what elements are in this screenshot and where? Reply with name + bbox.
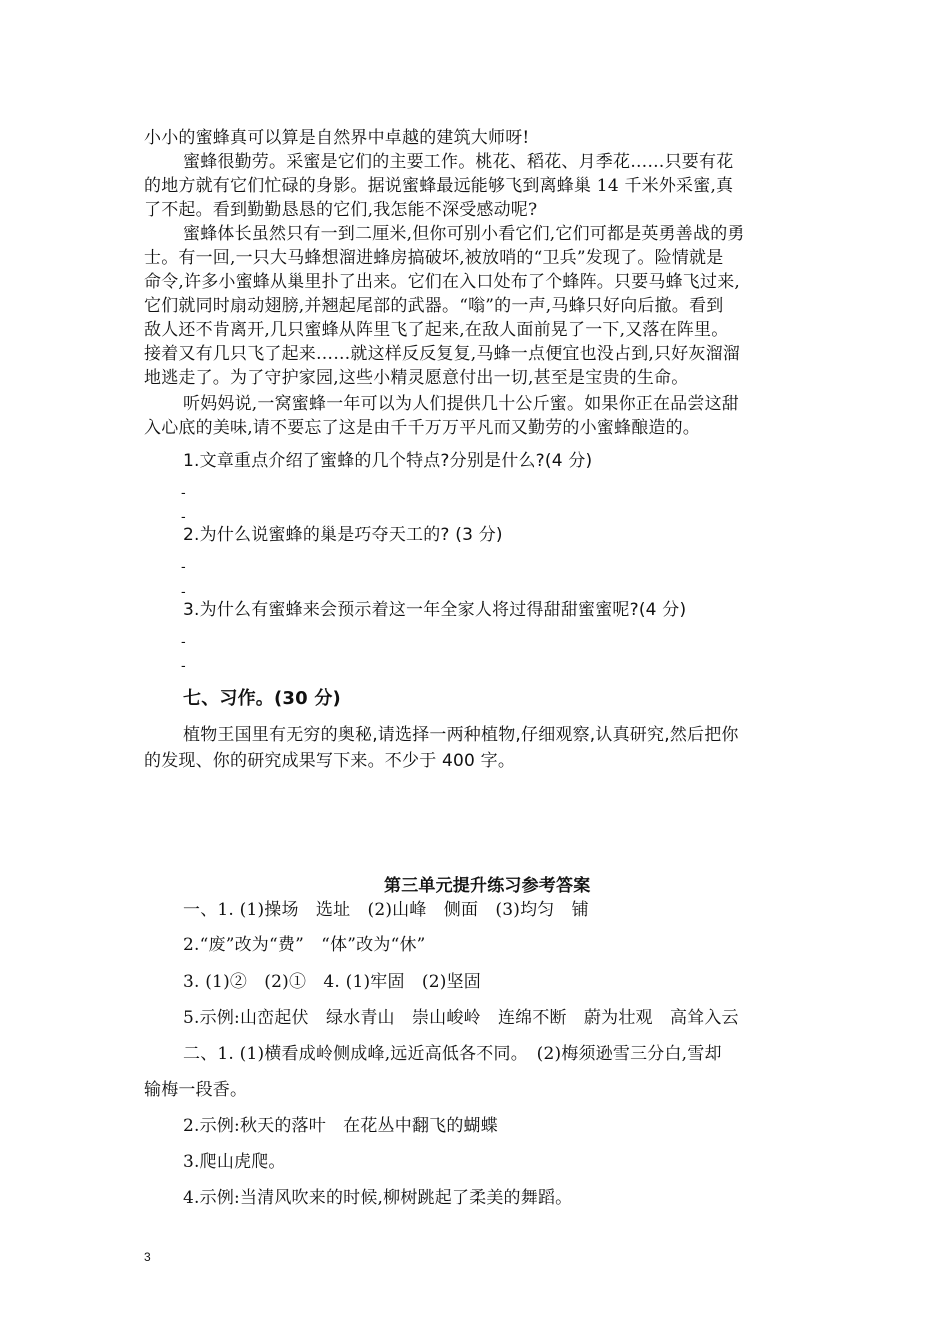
- answer-blank[interactable]: -: [181, 558, 186, 574]
- page-number: 3: [144, 1250, 151, 1264]
- answer-blank[interactable]: -: [181, 484, 186, 500]
- question-2: 2.为什么说蜜蜂的巢是巧夺天工的? (3 分): [183, 525, 503, 545]
- passage-line: 了不起。看到勤勤恳恳的它们,我怎能不深受感动呢?: [144, 200, 538, 220]
- passage-line: 士。有一回,一只大马蜂想溜进蜂房搞破坏,被放哨的“卫兵”发现了。险情就是: [144, 248, 724, 268]
- passage-line: 听妈妈说,一窝蜜蜂一年可以为人们提供几十公斤蜜。如果你正在品尝这甜: [183, 394, 740, 414]
- passage-line: 命令,许多小蜜蜂从巢里扑了出来。它们在入口处布了个蜂阵。只要马蜂飞过来,: [144, 272, 741, 292]
- answer-line: 5.示例:山峦起伏 绿水青山 崇山峻岭 连绵不断 蔚为壮观 高耸入云: [183, 1008, 739, 1028]
- answer-line: 3.爬山虎爬。: [183, 1152, 286, 1172]
- answer-line: 4.示例:当清风吹来的时候,柳树跳起了柔美的舞蹈。: [183, 1188, 573, 1208]
- answer-blank[interactable]: -: [181, 508, 186, 524]
- answer-line: 3. (1)② (2)① 4. (1)牢固 (2)坚固: [183, 972, 481, 992]
- passage-line: 敌人还不肯离开,几只蜜蜂从阵里飞了起来,在敌人面前晃了一下,又落在阵里。: [144, 320, 729, 340]
- answer-blank[interactable]: -: [181, 583, 186, 599]
- passage-line: 蜜蜂很勤劳。采蜜是它们的主要工作。桃花、稻花、月季花……只要有花: [183, 152, 734, 172]
- writing-prompt-line: 的发现、你的研究成果写下来。不少于 400 字。: [144, 751, 516, 771]
- question-1: 1.文章重点介绍了蜜蜂的几个特点?分别是什么?(4 分): [183, 451, 593, 471]
- passage-line: 接着又有几只飞了起来……就这样反反复复,马蜂一点便宜也没占到,只好灰溜溜: [144, 344, 741, 364]
- writing-prompt-line: 植物王国里有无穷的奥秘,请选择一两种植物,仔细观察,认真研究,然后把你: [183, 725, 739, 745]
- answer-line: 输梅一段香。: [144, 1080, 248, 1100]
- answer-blank[interactable]: -: [181, 633, 186, 649]
- passage-line: 小小的蜜蜂真可以算是自然界中卓越的建筑大师呀!: [144, 128, 530, 148]
- answers-title: 第三单元提升练习参考答案: [384, 876, 591, 896]
- answer-line: 二、1. (1)横看成岭侧成峰,远近高低各不同。 (2)梅须逊雪三分白,雪却: [183, 1044, 722, 1064]
- answer-blank[interactable]: -: [181, 657, 186, 673]
- answer-line: 一、1. (1)操场 选址 (2)山峰 侧面 (3)均匀 铺: [183, 900, 589, 920]
- passage-line: 入心底的美味,请不要忘了这是由千千万万平凡而又勤劳的小蜜蜂酿造的。: [144, 418, 701, 438]
- passage-line: 地逃走了。为了守护家园,这些小精灵愿意付出一切,甚至是宝贵的生命。: [144, 368, 689, 388]
- answer-line: 2.示例:秋天的落叶 在花丛中翻飞的蝴蝶: [183, 1116, 498, 1136]
- answer-line: 2.“废”改为“费” “体”改为“休”: [183, 935, 426, 955]
- question-3: 3.为什么有蜜蜂来会预示着这一年全家人将过得甜甜蜜蜜呢?(4 分): [183, 600, 687, 620]
- passage-line: 蜜蜂体长虽然只有一到二厘米,但你可别小看它们,它们可都是英勇善战的勇: [183, 224, 745, 244]
- passage-line: 它们就同时扇动翅膀,并翘起尾部的武器。“嗡”的一声,马蜂只好向后撤。看到: [144, 296, 724, 316]
- passage-line: 的地方就有它们忙碌的身影。据说蜜蜂最远能够飞到离蜂巢 14 千米外采蜜,真: [144, 176, 734, 196]
- writing-heading: 七、习作。(30 分): [183, 688, 341, 709]
